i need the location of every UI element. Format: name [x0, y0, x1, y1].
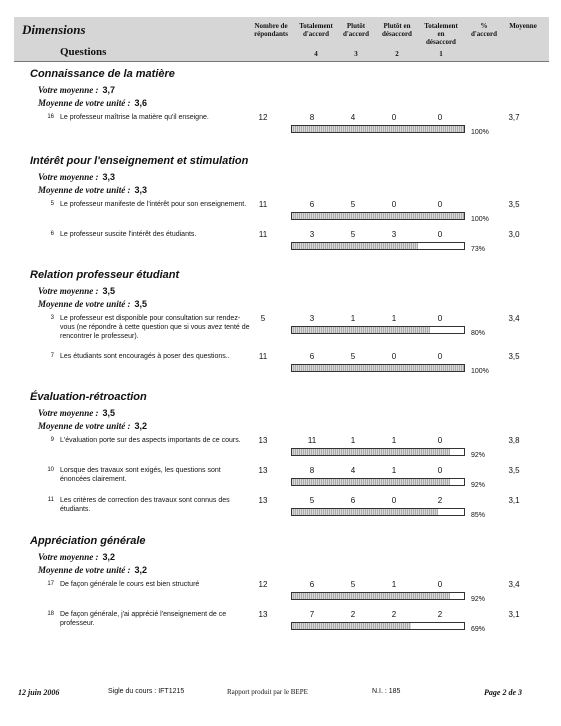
question-number: 7: [50, 353, 54, 359]
your-average-value: 3,5: [102, 286, 116, 296]
unit-average-value: 3,6: [134, 98, 148, 108]
footer-date: 12 juin 2006: [18, 688, 60, 697]
agreement-bar: [291, 508, 465, 516]
your-average-row: [38, 85, 115, 95]
response-count-c3: 4: [350, 466, 356, 475]
unit-average-label: Moyenne de votre unité :: [38, 185, 131, 195]
question-number: 18: [47, 611, 54, 617]
your-average-label: Votre moyenne :: [38, 172, 99, 182]
question-mean: 3,5: [508, 352, 520, 361]
section-title: Intérêt pour l'enseignement et stimulation: [30, 155, 249, 167]
agreement-bar: [291, 212, 465, 220]
footer-course-code: Sigle du cours : IFT1215: [108, 688, 185, 695]
agreement-bar-fill: [292, 213, 464, 219]
column-header-line2: répondants: [254, 30, 288, 38]
footer-ni: N.I. : 185: [372, 688, 401, 695]
agreement-bar-fill: [292, 593, 450, 599]
response-count-c2: 0: [391, 113, 397, 122]
unit-average-label: Moyenne de votre unité :: [38, 98, 131, 108]
agreement-percent: 100%: [471, 216, 489, 223]
question-text: L'évaluation porte sur des aspects importants de ce cours.: [60, 437, 241, 444]
response-count-c1: 2: [437, 496, 443, 505]
question-number: 10: [47, 467, 54, 473]
response-count-c3: 5: [350, 230, 356, 239]
response-count-n: 13: [258, 436, 268, 445]
response-count-n: 5: [260, 314, 266, 323]
question-number: 6: [50, 231, 54, 237]
column-header-line1: Nombre de: [254, 22, 288, 30]
section-title: Appréciation générale: [30, 535, 146, 547]
unit-average-value: 3,2: [134, 565, 148, 575]
agreement-bar: [291, 125, 465, 133]
response-count-c1: 0: [437, 314, 443, 323]
column-header-line2: d'accord: [302, 30, 330, 38]
unit-average-row: [38, 299, 147, 309]
unit-average-label: Moyenne de votre unité :: [38, 565, 131, 575]
column-header-line1: Plutôt: [346, 22, 366, 30]
unit-average-row: [38, 98, 147, 108]
response-count-n: 13: [258, 496, 268, 505]
agreement-percent: 73%: [471, 246, 486, 253]
your-average-value: 3,5: [102, 408, 116, 418]
question-mean: 3,1: [508, 496, 520, 505]
agreement-bar: [291, 478, 465, 486]
your-average-row: [38, 552, 115, 562]
response-count-c4: 3: [309, 314, 315, 323]
question-number: 17: [47, 581, 54, 587]
question-mean: 3,5: [508, 466, 520, 475]
column-header-code: 1: [439, 50, 443, 58]
question-number: 3: [50, 315, 54, 321]
response-count-c2: 0: [391, 200, 397, 209]
response-count-n: 11: [258, 200, 268, 209]
unit-average-label: Moyenne de votre unité :: [38, 299, 131, 309]
question-number: 16: [47, 114, 54, 120]
unit-average-row: [38, 185, 147, 195]
column-header-line3: désaccord: [426, 38, 456, 46]
response-count-c3: 5: [350, 352, 356, 361]
response-count-n: 12: [258, 580, 268, 589]
response-count-c2: 1: [391, 314, 397, 323]
response-count-c4: 6: [309, 580, 315, 589]
agreement-bar: [291, 364, 465, 372]
question-mean: 3,4: [508, 580, 520, 589]
response-count-c1: 0: [437, 436, 443, 445]
response-count-c1: 0: [437, 230, 443, 239]
response-count-c3: 5: [350, 580, 356, 589]
agreement-bar: [291, 326, 465, 334]
agreement-bar-fill: [292, 509, 438, 515]
agreement-percent: 100%: [471, 129, 489, 136]
section-title: Connaissance de la matière: [30, 68, 175, 80]
agreement-bar-fill: [292, 243, 418, 249]
column-header-line2: en: [437, 30, 445, 38]
agreement-percent: 92%: [471, 452, 486, 459]
column-header-code: 2: [395, 50, 399, 58]
response-count-c4: 6: [309, 352, 315, 361]
question-mean: 3,0: [508, 230, 520, 239]
question-text: De façon générale, j'ai apprécié l'enseignement de ce professeur.: [60, 611, 227, 627]
your-average-label: Votre moyenne :: [38, 408, 99, 418]
column-header-line1: Totalement: [424, 22, 458, 30]
response-count-c4: 7: [309, 610, 315, 619]
your-average-value: 3,2: [102, 552, 116, 562]
agreement-bar: [291, 622, 465, 630]
your-average-row: [38, 172, 115, 182]
your-average-row: [38, 408, 115, 418]
column-header-line1: Plutôt en: [383, 22, 411, 30]
response-count-c2: 1: [391, 436, 397, 445]
unit-average-value: 3,2: [134, 421, 148, 431]
agreement-bar-fill: [292, 623, 411, 629]
response-count-c1: 0: [437, 113, 443, 122]
column-header-line2: d'accord: [342, 30, 370, 38]
agreement-bar-fill: [292, 126, 464, 132]
agreement-bar: [291, 448, 465, 456]
footer-report-producer: Rapport produit par le BEPE: [227, 688, 308, 696]
column-header-line1: %: [480, 22, 488, 30]
question-text: Lorsque des travaux sont exigés, les questions sont énoncées clairement.: [60, 467, 221, 483]
dimensions-heading: Dimensions: [22, 22, 86, 37]
unit-average-value: 3,3: [134, 185, 148, 195]
agreement-bar-fill: [292, 479, 450, 485]
response-count-n: 13: [258, 610, 268, 619]
agreement-bar: [291, 592, 465, 600]
response-count-c4: 6: [309, 200, 315, 209]
response-count-c1: 0: [437, 200, 443, 209]
question-number: 11: [47, 497, 54, 503]
agreement-percent: 92%: [471, 482, 486, 489]
agreement-bar-fill: [292, 365, 464, 371]
column-header-line2: d'accord: [470, 30, 498, 38]
section-title: Relation professeur étudiant: [30, 269, 180, 281]
response-count-c2: 1: [391, 466, 397, 475]
response-count-c3: 5: [350, 200, 356, 209]
agreement-percent: 85%: [471, 512, 486, 519]
your-average-value: 3,7: [102, 85, 116, 95]
column-header-line1: Totalement: [299, 22, 333, 30]
unit-average-label: Moyenne de votre unité :: [38, 421, 131, 431]
your-average-row: [38, 286, 115, 296]
response-count-c1: 0: [437, 466, 443, 475]
question-mean: 3,1: [508, 610, 520, 619]
agreement-percent: 100%: [471, 368, 489, 375]
question-text: De façon générale le cours est bien structuré: [60, 581, 200, 588]
unit-average-row: [38, 565, 147, 575]
response-count-c4: 11: [307, 436, 317, 445]
question-number: 9: [50, 437, 54, 443]
response-count-c2: 3: [391, 230, 397, 239]
response-count-c3: 4: [350, 113, 356, 122]
response-count-n: 11: [258, 352, 268, 361]
question-mean: 3,7: [508, 113, 520, 122]
response-count-c1: 2: [437, 610, 443, 619]
question-mean: 3,4: [508, 314, 520, 323]
response-count-c3: 6: [350, 496, 356, 505]
your-average-label: Votre moyenne :: [38, 85, 99, 95]
question-text: Le professeur maîtrise la matière qu'il enseigne.: [60, 114, 209, 121]
response-count-c4: 8: [309, 113, 315, 122]
your-average-label: Votre moyenne :: [38, 552, 99, 562]
questions-heading: Questions: [60, 46, 107, 58]
question-text: Le professeur est disponible pour consultation sur rendez-vous (ne répondre à cette question que si vous avez tenté de rencontrer le professeur).: [60, 315, 250, 340]
response-count-c2: 1: [391, 580, 397, 589]
column-header-line2: désaccord: [382, 30, 412, 38]
agreement-percent: 80%: [471, 330, 486, 337]
response-count-c3: 1: [350, 314, 356, 323]
unit-average-row: [38, 421, 147, 431]
response-count-c1: 0: [437, 352, 443, 361]
unit-average-value: 3,5: [134, 299, 148, 309]
agreement-bar: [291, 242, 465, 250]
agreement-bar-fill: [292, 327, 430, 333]
question-number: 5: [50, 201, 54, 207]
response-count-c3: 2: [350, 610, 356, 619]
agreement-percent: 92%: [471, 596, 486, 603]
question-text: Les critères de correction des travaux sont connus des étudiants.: [60, 497, 230, 513]
footer-page-number: Page 2 de 3: [484, 688, 522, 697]
response-count-n: 11: [258, 230, 268, 239]
response-count-c4: 3: [309, 230, 315, 239]
response-count-n: 13: [258, 466, 268, 475]
question-mean: 3,8: [508, 436, 520, 445]
agreement-percent: 69%: [471, 626, 486, 633]
column-header-line1: Moyenne: [509, 22, 537, 30]
response-count-c3: 1: [350, 436, 356, 445]
your-average-label: Votre moyenne :: [38, 286, 99, 296]
your-average-value: 3,3: [102, 172, 116, 182]
response-count-c2: 0: [391, 352, 397, 361]
response-count-c2: 0: [391, 496, 397, 505]
column-header-code: 4: [314, 50, 318, 58]
response-count-c2: 2: [391, 610, 397, 619]
question-text: Le professeur manifeste de l'intérêt pour son enseignement.: [60, 201, 247, 208]
section-title: Évaluation-rétroaction: [30, 391, 147, 403]
agreement-bar-fill: [292, 449, 450, 455]
question-text: Les étudiants sont encouragés à poser des questions..: [60, 353, 230, 360]
question-text: Le professeur suscite l'intérêt des étudiants.: [60, 231, 197, 238]
response-count-c4: 8: [309, 466, 315, 475]
response-count-c1: 0: [437, 580, 443, 589]
question-mean: 3,5: [508, 200, 520, 209]
response-count-c4: 5: [309, 496, 315, 505]
column-header-code: 3: [354, 50, 358, 58]
response-count-n: 12: [258, 113, 268, 122]
